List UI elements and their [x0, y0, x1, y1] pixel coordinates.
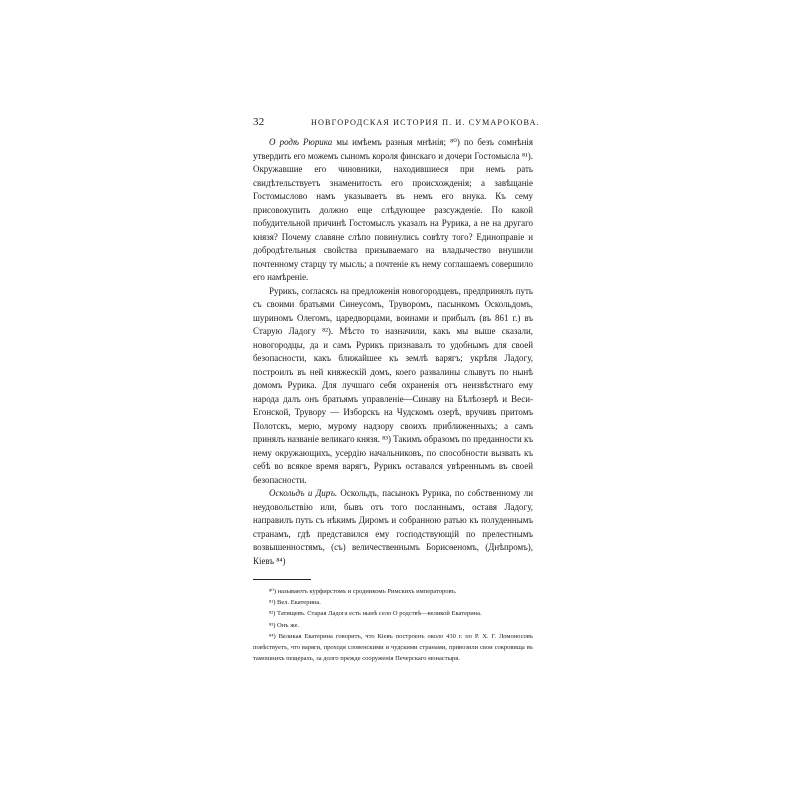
- paragraph-lead: Оскольдъ и Диръ.: [269, 488, 338, 498]
- footnote: ⁸²) Татищевъ. Старая Ладога есть нынѣ село О родствѣ—великой Екатерина.: [269, 610, 482, 618]
- footnote: ⁸¹) Вел. Екатерина.: [269, 599, 321, 607]
- paragraph: [253, 487, 533, 568]
- footnote: ⁸³) Онъ же.: [269, 621, 300, 629]
- footnote: ⁸⁰) называютъ курфирстомъ и сродникомъ Римскихъ императоровъ.: [269, 588, 457, 595]
- page-header: [253, 112, 540, 136]
- paragraph: [253, 136, 533, 285]
- footnotes: [253, 586, 533, 664]
- paragraph-lead: О родѣ Рюрика: [269, 137, 333, 147]
- main-text: [253, 136, 533, 568]
- paragraph-text: Рурикъ, согласясь на предложенія новогородцевъ, предпринялъ путь съ своими братьями Синеусомъ, Труворомъ, пасынкомъ Оскольдомъ, шуриномъ Олегомъ, царедворцами, воинами и прибылъ (въ 861 г.) въ Старую Ладогу ⁸²). Мѣсто то назначили, какъ мы выше сказали, новогородцы, да и самъ Рурикъ признавалъ то удобнымъ для своей безопасности, какъ ближайшее къ землѣ варягъ; укрѣпя Ладогу, построилъ въ ней княжескій домъ, коего развалины слывутъ по нынѣ домомъ Рурика. Для лучшаго себя охраненія отъ неизвѣстнаго ему народа далъ онъ братьямъ управленіе—Синаву на Бѣлѣозерѣ и Веси-Егонской, Трувору — Изборскъ на Чудскомъ озерѣ, вручивъ притомъ Полотскъ, мерю, мурому надзору своихъ приближенныхъ; а самъ принялъ названіе великаго князя. ⁸³) Такимъ образомъ по преданности къ нему окружающихъ, усердію начальниковъ, по способности вызвать къ себѣ во всякое время варягъ, Рурикъ оставался увѣреннымъ въ своей безопасности.: [253, 285, 533, 485]
- footnote: ⁸⁴) Великая Екатерина говоритъ, что Кіевъ построенъ около 430 г. по Р. Х. Г. Ломоносовъ повѣствуетъ, что варяги, проходя словенскими и чудскими странами, привозили свои сокровища въ тамошнихъ пещерахъ, за долго прежде сооруженія Печерскаго монастыря.: [253, 632, 533, 663]
- paragraph-text: Оскольдъ, пасынокъ Рурика, по собственному ли неудовольствію или, бывъ отъ того посланнымъ, оставя Ладогу, направилъ путь съ нѣкимъ Диромъ и собранною ратью къ полуденнымъ странамъ, гдѣ представился ему господствующій по прелестнымъ возвышенностямъ, (съ) величественнымъ Борисѳеномъ, (Днѣпромъ), Кіевъ ⁸⁴): [253, 488, 534, 566]
- running-title: НОВГОРОДСКАЯ ИСТОРИЯ П. И. СУМАРОКОВА.: [311, 118, 540, 127]
- paragraph: [253, 285, 533, 488]
- footnote-divider: [253, 579, 311, 580]
- book-page: [253, 112, 540, 692]
- paragraph-text: мы имѣемъ разныя мнѣнія; ⁸⁰) по безъ сомнѣнія утвердить его можемъ сыномъ короля финскаго и дочери Гостомысла ⁸¹). Окружавшие его чиновники, находившиеся при немъ рать свидѣтельствуетъ знаменитость его происхожденія; а завѣщаніе Гостомыслово намъ указываетъ въ немъ его внука. Къ сему присовокупить должно еще слѣдующее разсужденіе. По какой побудительной причинѣ Гостомыслъ указалъ на Рурика, а не на другаго князя? Почему славяне слѣпо повинулись совѣту того? Единоправіе и добродѣтельныя свойства призываемаго на владычество внушили почтенному старцу ту мысль; а почтеніе къ нему соглашаемъ совершило его намѣреніе.: [253, 137, 534, 282]
- page-number: 32: [253, 116, 265, 128]
